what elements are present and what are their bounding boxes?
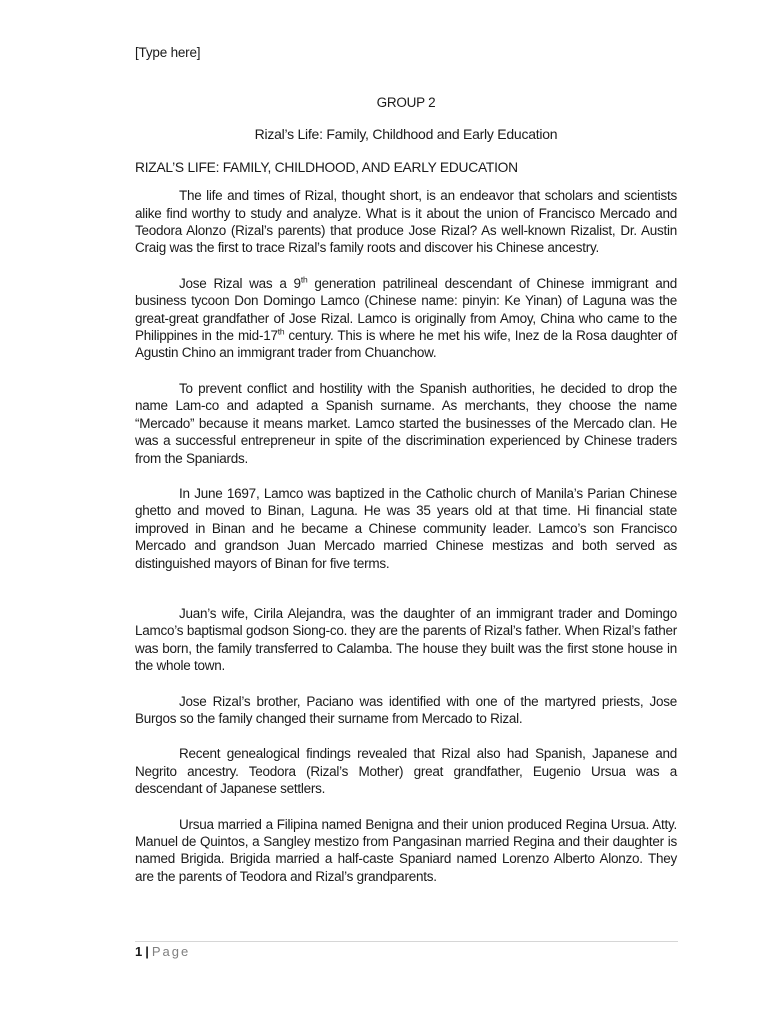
- footer-separator: |: [145, 944, 149, 959]
- paragraph-5: Juan’s wife, Cirila Alejandra, was the daughter of an immigrant trader and Domingo Lamco’s baptismal godson Siong-co. they are the parents of Rizal’s father. When Rizal’s father was born, the family transferred to Calamba. The house they built was the first stone house in the whole town.: [135, 605, 677, 674]
- paragraph-6: Jose Rizal’s brother, Paciano was identified with one of the martyred priests, Jose Burgos so the family changed their surname from Mercado to Rizal.: [135, 693, 677, 726]
- paragraph-8: Ursua married a Filipina named Benigna and their union produced Regina Ursua. Atty. Manuel de Quintos, a Sangley mestizo from Pangasinan married Regina and their daughter is named Brigida. Brigida married a half-caste Spaniard named Lorenzo Alberto Alonzo. They are the parents of Teodora and Rizal’s grandparents.: [135, 816, 677, 884]
- paragraph-2: [135, 275, 677, 362]
- group-label: GROUP 2: [376, 95, 436, 110]
- section-heading: RIZAL’S LIFE: FAMILY, CHILDHOOD, AND EARLY EDUCATION: [135, 159, 518, 175]
- ordinal-suffix: th: [277, 326, 285, 337]
- paragraph-2-part-b: generation patrilineal descendant of Chinese immigrant and business tycoon Don Domingo Lamco (Chinese name: pinyin: Ke Yinan) of Laguna was the great-great grandfather of Jose Rizal. Lamco is originally from Amoy, China who came to the Philippines in the mid-17: [135, 275, 677, 344]
- paragraph-1: The life and times of Rizal, thought short, is an endeavor that scholars and scientists alike find worthy to study and analyze. What is it about the union of Francisco Mercado and Teodora Alonzo (Rizal’s parents) that produce Jose Rizal? As well-known Rizalist, Dr. Austin Craig was the first to trace Rizal’s family roots and discover his Chinese ancestry.: [135, 188, 677, 256]
- paragraph-7: Recent genealogical findings revealed that Rizal also had Spanish, Japanese and Negrito ancestry. Teodora (Rizal’s Mother) great grandfather, Eugenio Ursua was a descendant of Japanese settlers.: [135, 746, 677, 797]
- footer-divider: [135, 941, 678, 942]
- paragraph-3: To prevent conflict and hostility with the Spanish authorities, he decided to drop the name Lam-co and adapted a Spanish surname. As merchants, they choose the name “Mercado” because it means market. Lamco started the businesses of the Mercado clan. He was a successful entrepreneur in spite of the discrimination experienced by Chinese traders from the Spaniards.: [135, 380, 677, 466]
- ordinal-suffix: th: [300, 274, 308, 285]
- document-body: [135, 94, 677, 885]
- paragraph-4: In June 1697, Lamco was baptized in the Catholic church of Manila’s Parian Chinese ghetto and moved to Binan, Laguna. He was 35 years old at that time. Hi financial state improved in Binan and he became a Chinese community leader. Lamco’s son Francisco Mercado and grandson Juan Mercado married Chinese mestizas and both served as distinguished mayors of Binan for five terms.: [135, 485, 677, 571]
- page-number: 1: [135, 944, 143, 959]
- page-label: Page: [151, 944, 191, 959]
- paragraph-2-part-a: Jose Rizal was a 9: [179, 275, 301, 291]
- page-footer: [135, 944, 190, 959]
- header-placeholder: [Type here]: [135, 45, 201, 60]
- document-title: Rizal’s Life: Family, Childhood and Early Education: [254, 126, 558, 143]
- paragraph-2-part-c: century. This is where he met his wife, Inez de la Rosa daughter of Agustin Chino an immigrant trader from Chuanchow.: [135, 328, 678, 361]
